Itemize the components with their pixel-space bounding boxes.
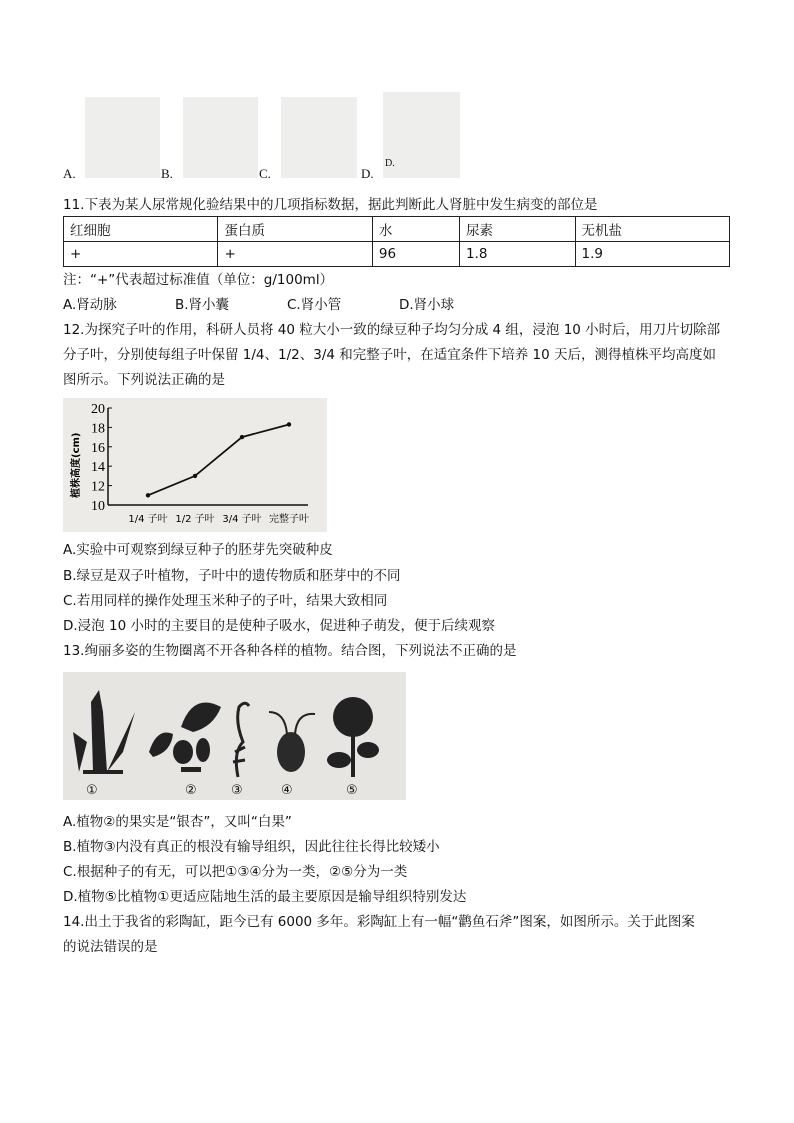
q11-option-b: B.肾小囊 — [175, 297, 230, 313]
x-tick-label: 完整子叶 — [269, 514, 309, 525]
q12-stem-line: 12.为探究子叶的作用，科研人员将 40 粒大小一致的绿豆种子均匀分成 4 组，浸泡 10 小时后，用刀片切除部 — [63, 322, 721, 338]
y-tick-label: 12 — [91, 479, 105, 495]
table-cell: 无机盐 — [575, 217, 729, 242]
urine-table — [63, 216, 730, 267]
y-tick-label: 14 — [91, 460, 105, 476]
data-point — [146, 493, 150, 497]
option-c-label: C. — [259, 166, 271, 181]
y-tick-label: 10 — [91, 499, 105, 514]
q12-stem-line: 图所示。下列说法正确的是 — [63, 372, 225, 388]
x-tick-label: 1/4 子叶 — [128, 514, 168, 525]
plant-label: ② — [185, 783, 197, 798]
x-tick-label: 3/4 子叶 — [222, 514, 262, 525]
data-point — [193, 474, 197, 478]
option-a-label: A. — [63, 166, 76, 181]
series-line — [148, 424, 289, 495]
plants-figure — [63, 672, 406, 800]
y-tick-label: 20 — [91, 402, 105, 417]
q14-stem-line: 14.出土于我省的彩陶缸，距今已有 6000 多年。彩陶缸上有一幅“鹳鱼石斧”图案，如图所示。关于此图案 — [63, 914, 695, 930]
x-tick-label: 1/2 子叶 — [175, 514, 215, 525]
plant-label: ① — [86, 783, 98, 798]
sunflower-icon — [327, 697, 379, 777]
q14-stem-line: 的说法错误的是 — [63, 939, 158, 955]
heart-diagram-c — [281, 97, 357, 178]
q12-option-b: B.绿豆是双子叶植物，子叶中的遗传物质和胚芽中的不同 — [63, 568, 401, 584]
option-b-label: B. — [161, 166, 173, 181]
q11-option-c: C.肾小管 — [287, 297, 342, 313]
y-tick-label: 18 — [91, 421, 105, 437]
moss-icon — [233, 703, 249, 777]
table-cell: 1.8 — [460, 242, 575, 267]
q11-stem: 11.下表为某人尿常规化验结果中的几项指标数据，据此判断此人肾脏中发生病变的部位是 — [63, 197, 598, 213]
q13-option-b: B.植物③内没有真正的根没有输导组织，因此往往长得比较矮小 — [63, 839, 440, 855]
q13-option-c: C.根据种子的有无，可以把①③④分为一类，②⑤分为一类 — [63, 864, 408, 880]
q13-option-d: D.植物⑤比植物①更适应陆地生活的最主要原因是输导组织特别发达 — [63, 889, 467, 905]
table-cell: 红细胞 — [64, 217, 218, 242]
table-cell: + — [218, 242, 372, 267]
heart-diagram-d — [383, 92, 460, 178]
q13-option-a: A.植物②的果实是“银杏”，又叫“白果” — [63, 814, 292, 830]
option-d-label: D. — [361, 166, 374, 181]
q11-note: 注：“+”代表超过标准值（单位：g/100ml） — [63, 272, 334, 288]
q11-option-d: D.肾小球 — [399, 297, 455, 313]
table-cell: 尿素 — [460, 217, 575, 242]
height-chart — [63, 398, 327, 532]
chart-svg — [63, 398, 327, 532]
table-cell: 96 — [372, 242, 459, 267]
heart-diagram-b — [183, 97, 258, 178]
ginkgo-icon — [149, 703, 221, 773]
table-cell: 水 — [372, 217, 459, 242]
q12-option-c: C.若用同样的操作处理玉米种子的子叶，结果大致相同 — [63, 593, 388, 609]
q12-stem-line: 分子叶，分别使每组子叶保留 1/4、1/2、3/4 和完整子叶，在适宜条件下培养 10 天后，测得植株平均高度如 — [63, 347, 717, 363]
plant-label: ③ — [231, 783, 243, 798]
fern-icon — [73, 690, 135, 774]
y-axis-label: 植株高度(cm) — [71, 432, 82, 498]
table-header-row — [64, 217, 730, 242]
y-tick-label: 16 — [91, 440, 105, 456]
seedling-icon — [269, 712, 315, 772]
q12-option-a: A.实验中可观察到绿豆种子的胚芽先突破种皮 — [63, 542, 333, 558]
q13-stem: 13.绚丽多姿的生物圈离不开各种各样的植物。结合图，下列说法不正确的是 — [63, 643, 517, 659]
table-row — [64, 242, 730, 267]
table-cell: 1.9 — [575, 242, 729, 267]
plant-label: ④ — [281, 783, 293, 798]
plants-svg — [63, 672, 406, 800]
q12-option-d: D.浸泡 10 小时的主要目的是使种子吸水，促进种子萌发，便于后续观察 — [63, 618, 495, 634]
heart-diagram-a — [85, 97, 160, 178]
d-inner-label: D. — [385, 158, 395, 169]
data-point — [240, 435, 244, 439]
data-point — [287, 422, 291, 426]
table-cell: 蛋白质 — [218, 217, 372, 242]
q11-option-a: A.肾动脉 — [63, 297, 117, 313]
table-cell: + — [64, 242, 218, 267]
plant-label: ⑤ — [346, 783, 358, 798]
